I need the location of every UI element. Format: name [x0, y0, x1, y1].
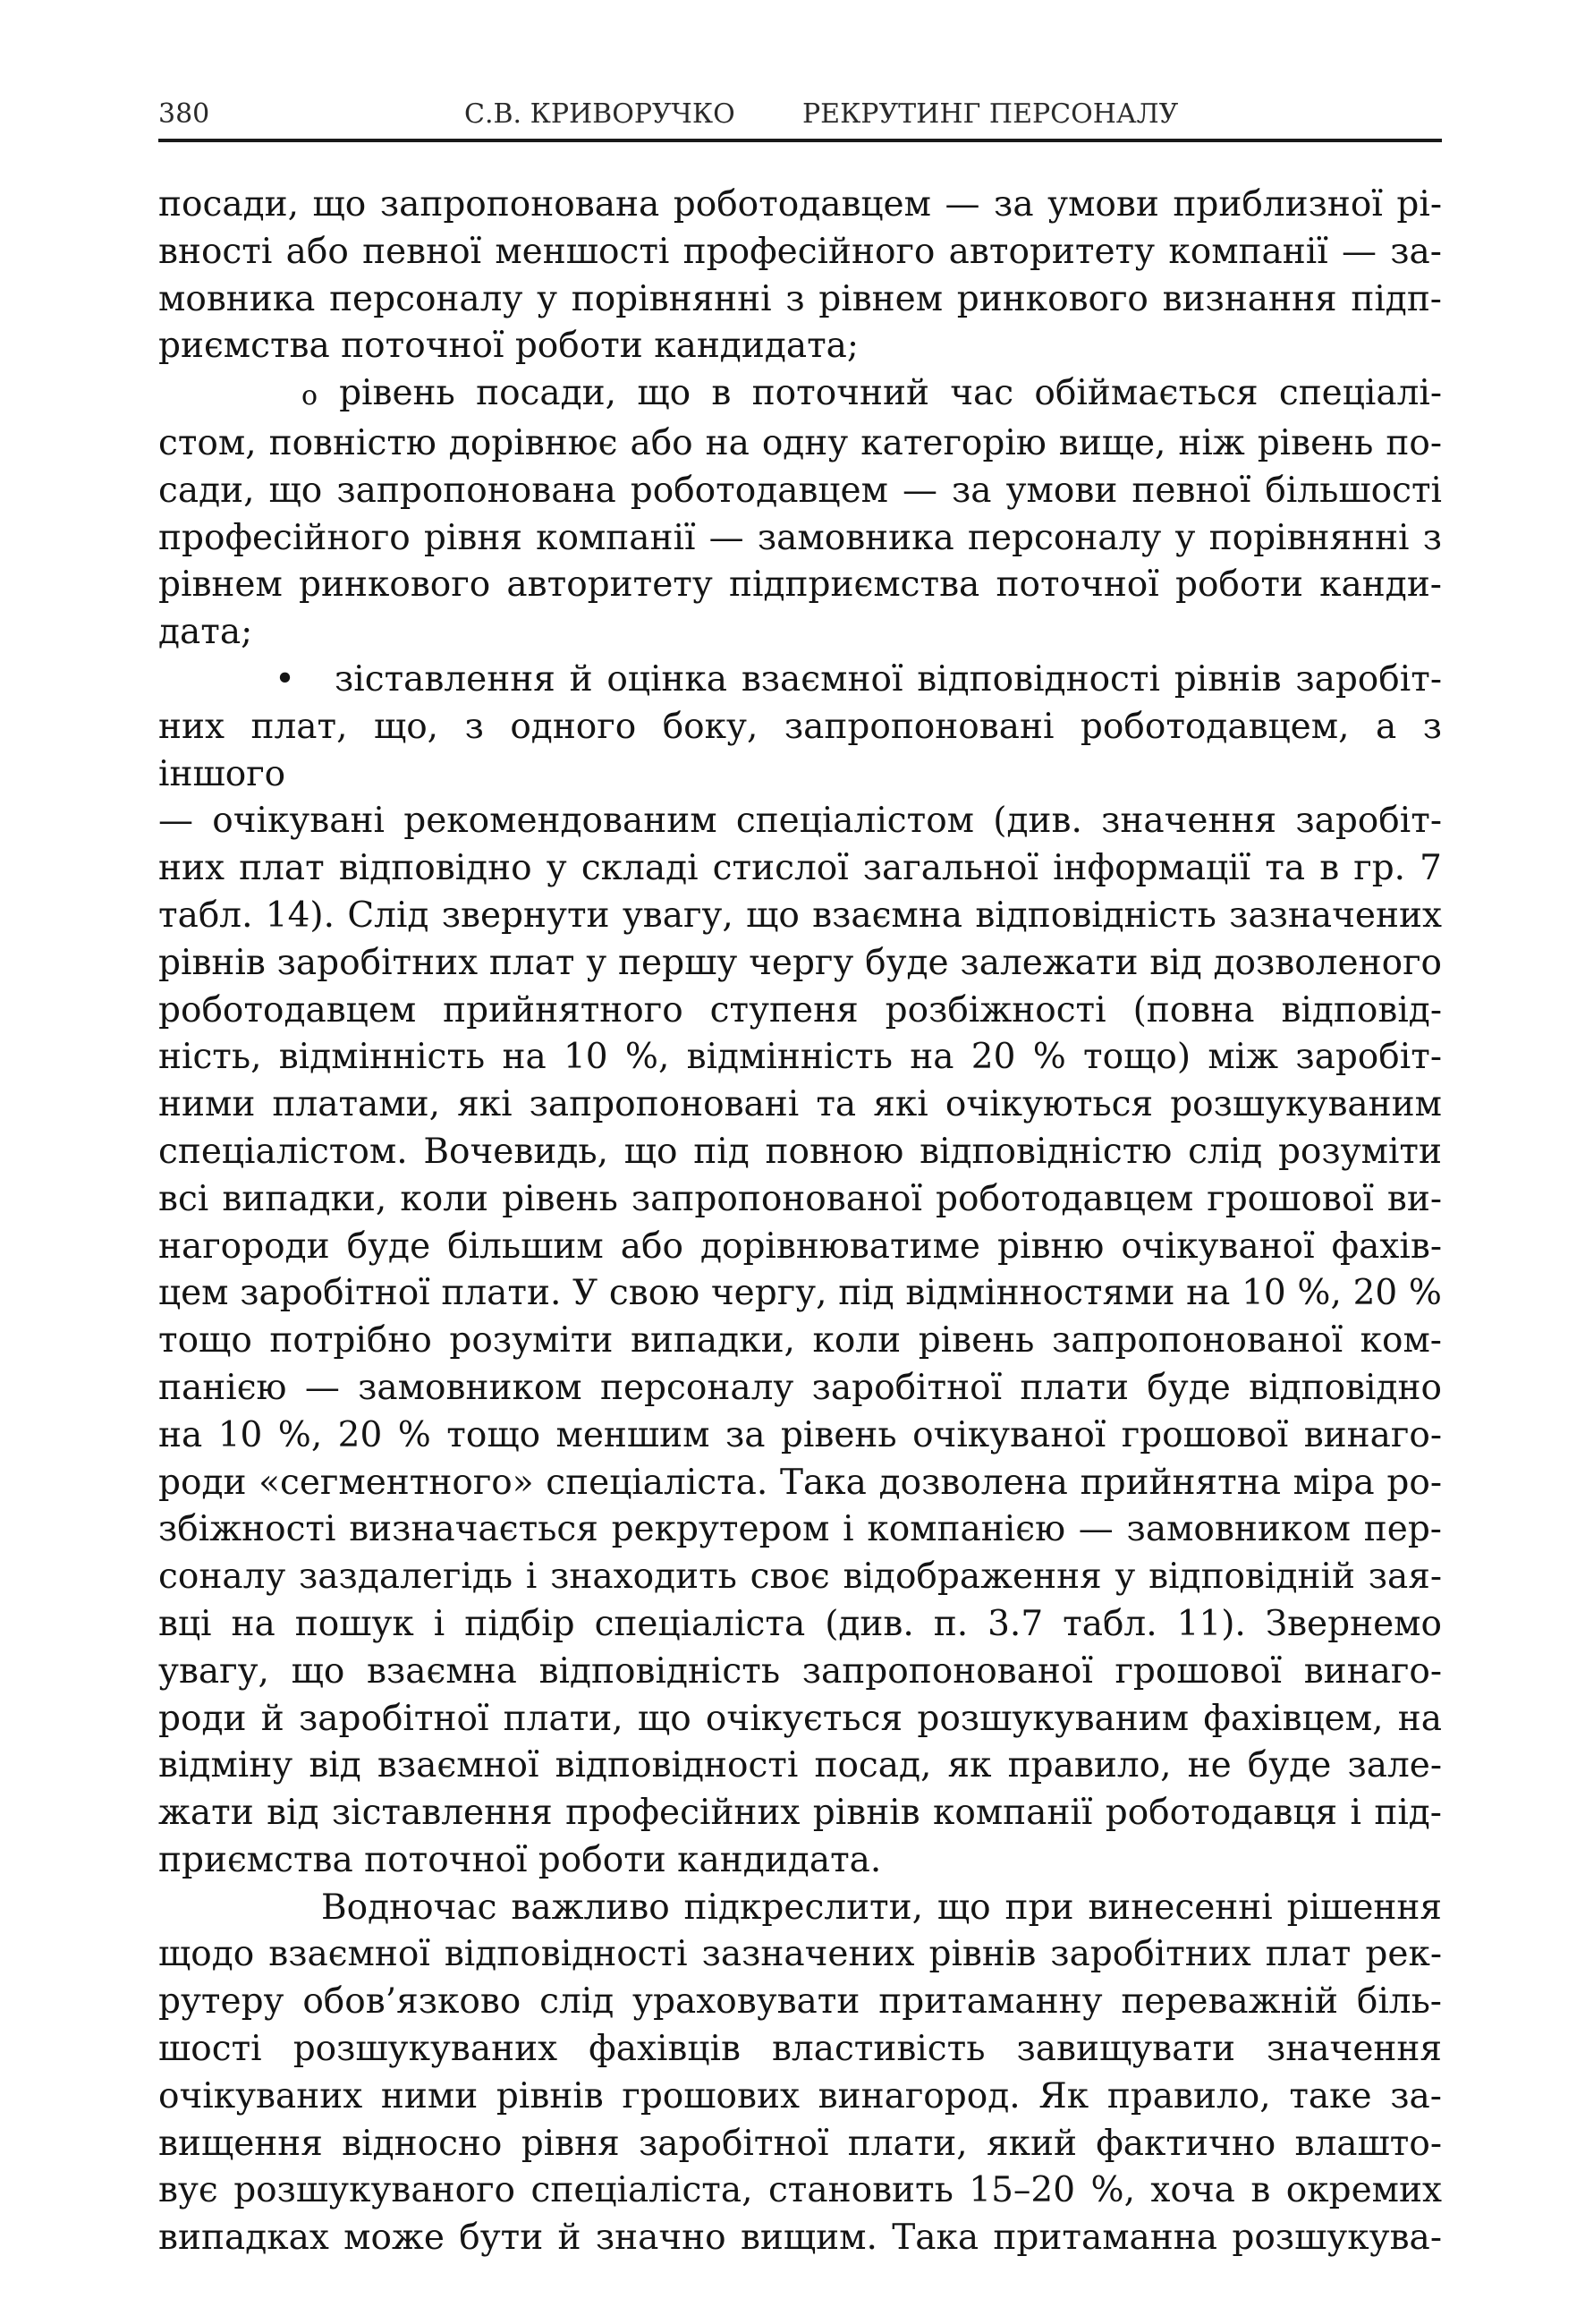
text-line: на 10 %, 20 % тощо меншим за рівень очікуваної грошової винаго-	[158, 1414, 1442, 1455]
text-line: нагороди буде більшим або дорівнюватиме рівню очікуваної фахів-	[158, 1226, 1442, 1267]
text-line: риємства поточної роботи кандидата;	[158, 326, 860, 367]
text-line: вності або певної меншості професійного авторитету компанії — за-	[158, 231, 1442, 272]
bullet-list-item	[158, 657, 1442, 1885]
text-line: роботодавцем прийнятного ступеня розбіжності (повна відповід-	[158, 989, 1442, 1031]
body-text	[158, 182, 1442, 2262]
text-line: професійного рівня компанії — замовника персоналу у порівнянні з	[158, 517, 1442, 558]
text-line: роди й заробітної плати, що очікується розшукуваним фахівцем, на	[158, 1698, 1442, 1739]
text-line: них плат відповідно у складі стислої загальної інформації та в гр. 7	[158, 848, 1442, 889]
text-line: мовника персоналу у порівнянні з рівнем ринкового визнання підп-	[158, 278, 1442, 319]
text-line: спеціалістом. Вочевидь, що під повною відповідністю слід розуміти	[158, 1131, 1442, 1172]
text-line: вищення відносно рівня заробітної плати, який фактично влашто-	[158, 2123, 1442, 2164]
text-line: відміну від взаємної відповідності посад, як правило, не буде зале-	[158, 1745, 1442, 1786]
text-line	[158, 657, 1442, 704]
sub-item-first-line: рівень посади, що в поточний час обіймається спеціалі-	[339, 373, 1442, 414]
text-line: щодо взаємної відповідності зазначених рівнів заробітних плат рек-	[158, 1934, 1442, 1975]
text-line	[158, 370, 1442, 420]
text-line: ними платами, які запропоновані та які очікуються розшукуваним	[158, 1084, 1442, 1125]
text-line: сади, що запропонована роботодавцем — за умови певної більшості	[158, 470, 1442, 511]
text-line: рівнів заробітних плат у першу чергу буде залежати від дозволеного	[158, 942, 1442, 983]
text-line: посади, що запропонована роботодавцем — за умови приблизної рі-	[158, 184, 1442, 225]
text-line: вці на пошук і підбір спеціаліста (див. п. 3.7 табл. 11). Звернемо	[158, 1603, 1442, 1644]
page-number: 380	[158, 98, 210, 130]
text-line: цем заробітної плати. У свою чергу, під відмінностями на 10 %, 20 %	[158, 1273, 1442, 1314]
text-line: приємства поточної роботи кандидата.	[158, 1839, 882, 1880]
header-book-title: РЕКРУТИНГ ПЕРСОНАЛУ	[802, 98, 1179, 130]
text-line: випадках може бути й значно вищим. Така притаманна розшукува-	[158, 2218, 1442, 2259]
text-line: Водночас важливо підкреслити, що при винесенні рішення	[321, 1887, 1442, 1928]
paragraph-continuation	[158, 182, 1442, 370]
circle-bullet-icon: o	[301, 380, 318, 412]
text-line: соналу заздалегідь і знаходить своє відображення у відповідній зая-	[158, 1556, 1442, 1598]
text-line: дата;	[158, 612, 253, 653]
header-author: С.В. КРИВОРУЧКО	[464, 98, 735, 130]
text-line: очікуваних ними рівнів грошових винагород. Як правило, таке за-	[158, 2075, 1442, 2116]
text-line: увагу, що взаємна відповідність запропонованої грошової винаго-	[158, 1650, 1442, 1692]
text-line: панією — замовником персоналу заробітної плати буде відповідно	[158, 1367, 1442, 1408]
text-line: них плат, що, з одного боку, запропоновані роботодавцем, а з іншого	[158, 706, 1442, 794]
text-line: табл. 14). Слід звернути увагу, що взаємна відповідність зазначених	[158, 895, 1442, 936]
text-line: рутеру обов’язково слід ураховувати притаманну переважній біль-	[158, 1981, 1442, 2023]
bullet-icon: •	[275, 658, 296, 700]
text-line: шості розшукуваних фахівців властивість завищувати значення	[158, 2029, 1442, 2070]
text-line: всі випадки, коли рівень запропонованої роботодавцем грошової ви-	[158, 1178, 1442, 1219]
paragraph	[158, 1885, 1442, 2262]
bullet-item-first-line: зіставлення й оцінка взаємної відповідності рівнів заробіт-	[335, 658, 1442, 700]
text-line: — очікувані рекомендованим спеціалістом (див. значення заробіт-	[158, 801, 1442, 842]
text-line: роди «сегментного» спеціаліста. Така дозволена прийнятна міра ро-	[158, 1462, 1442, 1503]
text-line: тощо потрібно розуміти випадки, коли рівень запропонованої ком-	[158, 1320, 1442, 1361]
running-header	[158, 94, 1442, 142]
sub-list-item	[158, 370, 1442, 657]
text-line: ність, відмінність на 10 %, відмінність на 20 % тощо) між заробіт-	[158, 1037, 1442, 1078]
text-line: стом, повністю дорівнює або на одну категорію вище, ніж рівень по-	[158, 422, 1442, 463]
text-line: рівнем ринкового авторитету підприємства поточної роботи канди-	[158, 564, 1442, 606]
text-line: збіжності визначається рекрутером і компанією — замовником пер-	[158, 1509, 1442, 1550]
text-line: вує розшукуваного спеціаліста, становить 15–20 %, хоча в окремих	[158, 2170, 1442, 2211]
text-line: жати від зіставлення професійних рівнів компанії роботодавця і під-	[158, 1793, 1442, 1834]
